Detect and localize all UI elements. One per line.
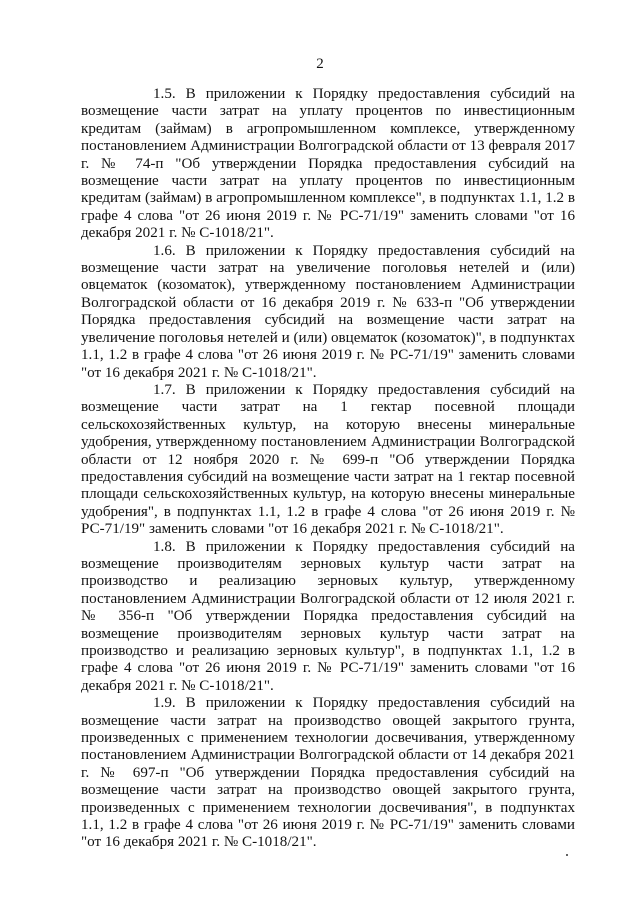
paragraph-1-9 (81, 695, 575, 852)
paragraph-number: 1.8. (153, 538, 176, 555)
paragraph-text: В приложении к Порядку предоставления субсидий на возмещение части затрат на увеличение поголовья нетелей и (или) овцематок (козоматок), утвержденному постановлением Администрации Волгоградской области от 16 декабря 2019 г. № 633-п "Об утверждении Порядка предоставления субсидий на возмещение части затрат на увеличение поголовья нетелей и (или) овцематок (козоматок)", в подпунктах 1.1, 1.2 в графе 4 слова "от 26 июня 2019 г. № РС-71/19" заменить словами "от 16 декабря 2021 г. № С-1018/21". (81, 242, 576, 381)
paragraph-1-8 (81, 539, 575, 696)
paragraph-number: 1.5. (153, 86, 176, 102)
paragraph-text: В приложении к Порядку предоставления субсидий на возмещение части затрат на производство овощей закрытого грунта, произведенных с применением технологии досвечивания, утвержденному постановлением Администрации Волгоградской области от 14 декабря 2021 г. № 697-п "Об утверждении Порядка предоставления субсидий на возмещение части затрат на производство овощей закрытого грунта, произведенных с применением технологии досвечивания", в подпунктах 1.1, 1.2 в графе 4 слова "от 26 июня 2019 г. № РС-71/19" заменить словами "от 16 декабря 2021 г. № С-1018/21". (81, 695, 576, 851)
page-number: 2 (316, 56, 324, 72)
paragraph-1-6 (81, 243, 575, 382)
document-body (81, 86, 575, 852)
paragraph-number: 1.7. (153, 381, 176, 398)
scan-speck (566, 854, 568, 856)
paragraph-text: В приложении к Порядку предоставления субсидий на возмещение производителям зерновых культур части затрат на производство и реализацию зерновых культур, утвержденному постановлением Администрации Волгоградской области от 12 июля 2021 г. № 356-п "Об утверждении Порядка предоставления субсидий на возмещение производителям зерновых культур части затрат на производство и реализацию зерновых культур", в подпунктах 1.1, 1.2 в графе 4 слова "от 26 июня 2019 г. № РС-71/19" заменить словами "от 16 декабря 2021 г. № С-1018/21". (81, 538, 576, 694)
paragraph-number: 1.6. (153, 242, 176, 259)
paragraph-number: 1.9. (153, 695, 176, 712)
paragraph-1-5 (81, 86, 575, 243)
paragraph-text: В приложении к Порядку предоставления субсидий на возмещение части затрат на 1 гектар посевной площади сельскохозяйственных культур, на которую внесены минеральные удобрения, утвержденному постановлением Администрации Волгоградской области от 12 ноября 2020 г. № 699-п "Об утверждении Порядка предоставления субсидий на возмещение части затрат на 1 гектар посевной площади сельскохозяйственных культур, на которую внесены минеральные удобрения", в подпунктах 1.1, 1.2 в графе 4 слова "от 26 июня 2019 г. № РС-71/19" заменить словами "от 16 декабря 2021 г. № С-1018/21". (81, 381, 576, 538)
paragraph-text: В приложении к Порядку предоставления субсидий на возмещение части затрат на уплату процентов по инвестиционным кредитам (займам) в агропромышленном комплексе, утвержденному постановлением Администрации Волгоградской области от 13 февраля 2017 г. № 74-п "Об утверждении Порядка предоставления субсидий на возмещение части затрат на уплату процентов по инвестиционным кредитам (займам) в агропромышленном комплексе", в подпунктах 1.1, 1.2 в графе 4 слова "от 26 июня 2019 г. № РС-71/19" заменить словами "от 16 декабря 2021 г. № С-1018/21". (81, 86, 576, 242)
paragraph-1-7 (81, 382, 575, 539)
